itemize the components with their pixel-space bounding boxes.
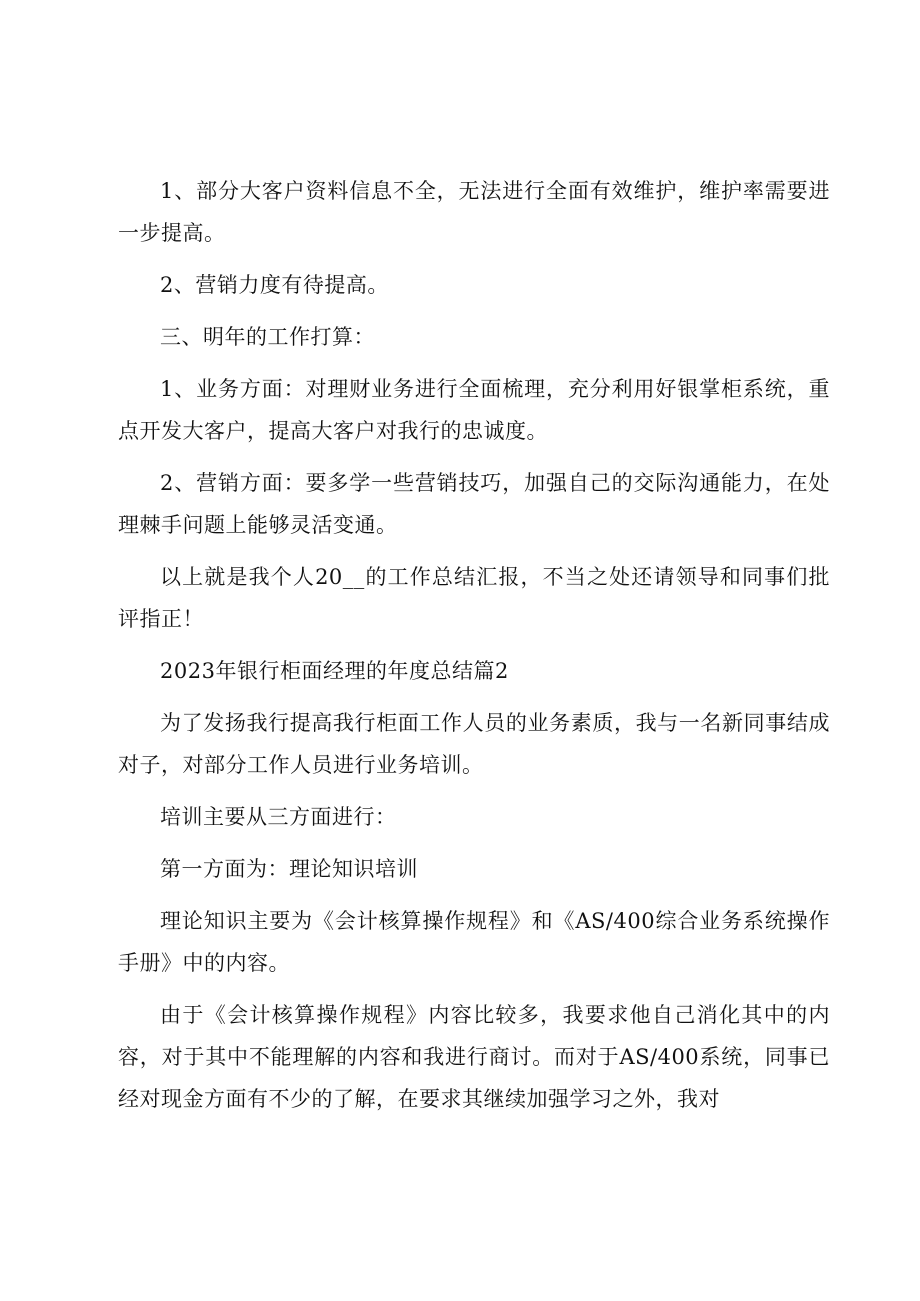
paragraph: 为了发扬我行提高我行柜面工作人员的业务素质，我与一名新同事结成对子，对部分工作人员进行业务培训。	[118, 711, 830, 777]
document-body	[118, 170, 830, 1130]
paragraph: 理论知识主要为《会计核算操作规程》和《AS/400综合业务系统操作手册》中的内容。	[118, 909, 830, 975]
paragraph: 培训主要从三方面进行：	[160, 805, 397, 829]
section-heading: 三、明年的工作打算：	[160, 325, 375, 349]
paragraph: 2、营销力度有待提高。	[160, 273, 389, 297]
paragraph: 由于《会计核算操作规程》内容比较多，我要求他自己消化其中的内容，对于其中不能理解的内容和我进行商讨。而对于AS/400系统，同事已经对现金方面有不少的了解，在要求其继续加强学习之外，我对	[118, 1003, 830, 1111]
paragraph: 2、营销方面：要多学一些营销技巧，加强自己的交际沟通能力，在处理棘手问题上能够灵活变通。	[118, 471, 830, 537]
article-title: 2023年银行柜面经理的年度总结篇2	[160, 659, 509, 683]
paragraph: 以上就是我个人20__的工作总结汇报，不当之处还请领导和同事们批评指正！	[118, 565, 830, 631]
paragraph: 1、业务方面：对理财业务进行全面梳理，充分利用好银掌柜系统，重点开发大客户，提高大客户对我行的忠诚度。	[118, 377, 830, 443]
paragraph: 1、部分大客户资料信息不全，无法进行全面有效维护，维护率需要进一步提高。	[118, 179, 830, 245]
subheading: 第一方面为：理论知识培训	[160, 857, 418, 881]
